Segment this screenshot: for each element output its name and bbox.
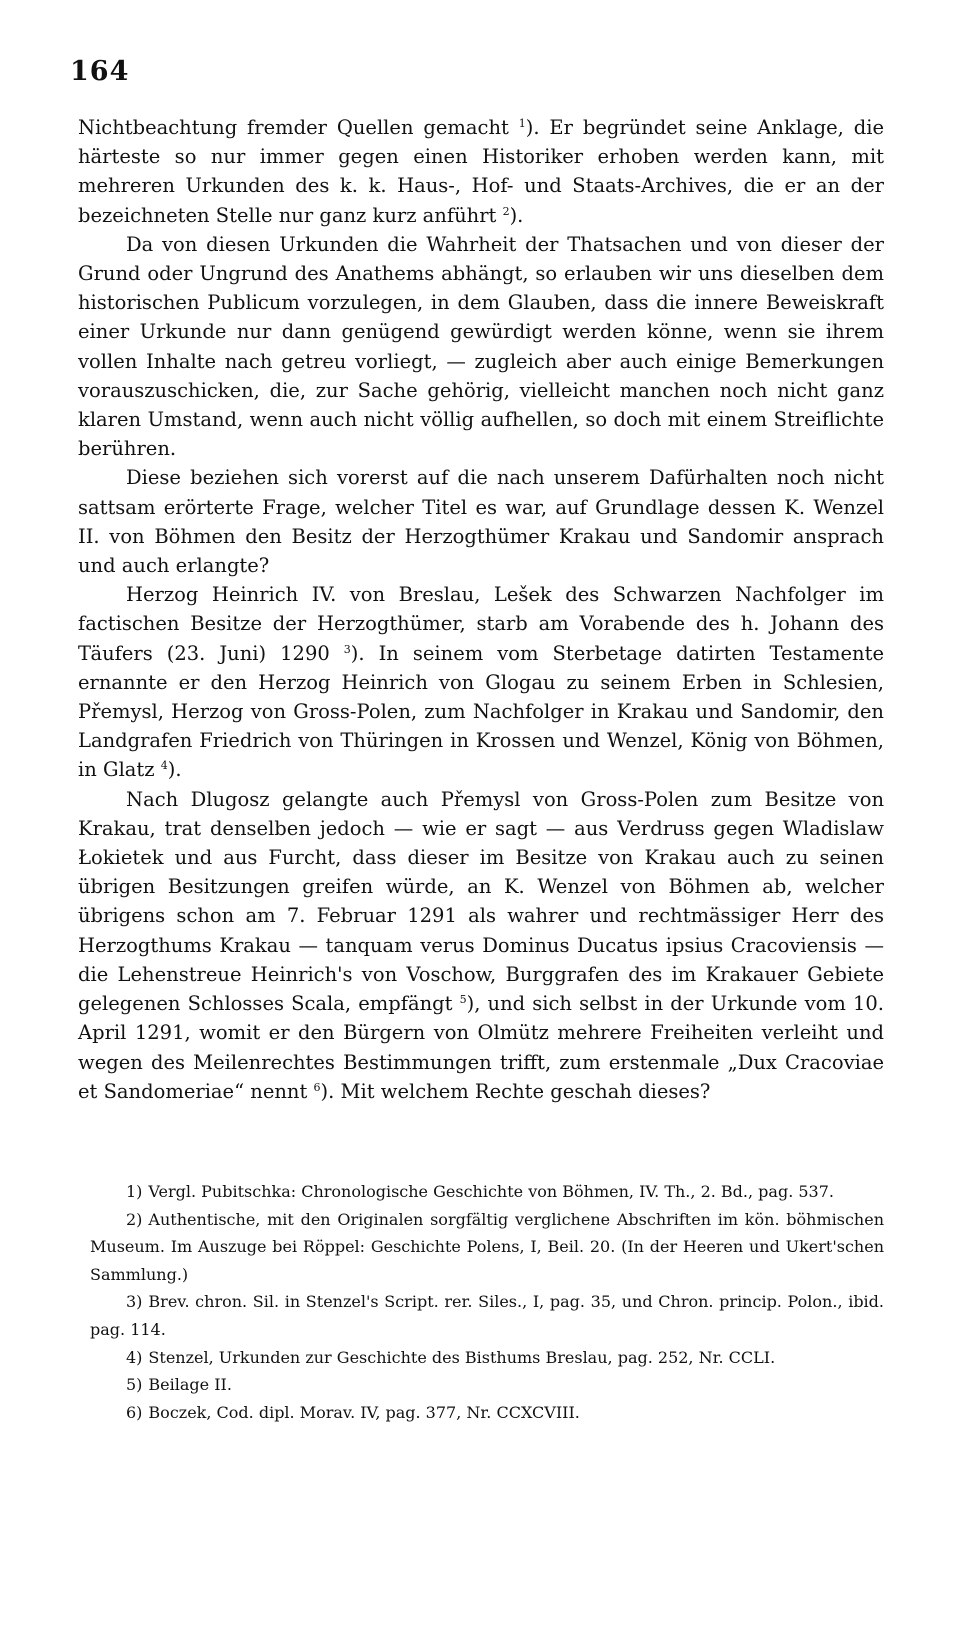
footnote-reference: 3 bbox=[343, 642, 351, 656]
paragraph-text: Nichtbeachtung fremder Quellen gemacht bbox=[78, 116, 519, 139]
footnote-reference: 6 bbox=[313, 1080, 321, 1094]
footnote-text: Beilage II. bbox=[148, 1375, 232, 1395]
footnote-text: Boczek, Cod. dipl. Morav. IV, pag. 377, Nr. CCXCVIII. bbox=[148, 1402, 580, 1422]
paragraph-text: ). In seinem vom Sterbetage datirten Testamente ernannte er den Herzog Heinrich von Glogau zu seinem Erben in Schlesien, Přemysl, Herzog von Gross-Polen, zum Nachfolger in Krakau und Sandomir, den Landgrafen Friedrich von Thüringen in Krossen und Wenzel, König von Böhmen, in Glatz bbox=[78, 641, 884, 782]
footnote-reference: 2 bbox=[502, 204, 510, 218]
paragraph-text: ). bbox=[167, 758, 182, 782]
paragraph-text: Da von diesen Urkunden die Wahrheit der Thatsachen und von dieser der Grund oder Ungrund des Anathems abhängt, so erlauben wir uns dieselben dem historischen Publicum vorzulegen, in dem Glauben, dass die innere Beweiskraft einer Urkunde nur dann genügend gewürdigt werden könne, wenn sie ihrem vollen Inhalte nach getreu vorliegt, — zugleich aber auch einige Bemerkungen vorauszuschicken, die, zur Sache gehörig, vielleicht manchen noch nicht ganz klaren Umstand, wenn auch nicht völlig aufhellen, so doch mit einem Streiflichte berühren. bbox=[78, 232, 884, 461]
paragraph bbox=[78, 463, 884, 580]
paragraph bbox=[78, 113, 884, 230]
footnote-text: Brev. chron. Sil. in Stenzel's Script. rer. Siles., I, pag. 35, und Chron. princip. Polon., ibid. pag. 114. bbox=[90, 1292, 884, 1339]
paragraph-text: Diese beziehen sich vorerst auf die nach unserem Dafürhalten noch nicht sattsam erörterte Frage, welcher Titel es war, auf Grundlage dessen K. Wenzel II. von Böhmen den Besitz der Herzogthümer Krakau und Sandomir ansprach und auch erlangte? bbox=[78, 466, 884, 578]
footnote-reference: 1 bbox=[518, 117, 526, 130]
footnote bbox=[90, 1371, 884, 1399]
footnote bbox=[90, 1399, 884, 1427]
paragraph bbox=[78, 580, 884, 784]
paragraph-text: ). Mit welchem Rechte geschah dieses? bbox=[320, 1079, 711, 1103]
paragraph-text: Nach Dlugosz gelangte auch Přemysl von Gross-Polen zum Besitze von Krakau, trat denselben jedoch — wie er sagt — aus Verdruss gegen Wladislaw Łokietek und aus Furcht, dass dieser im Besitze von Krakau auch zu seinen übrigen Besitzungen greifen würde, an K. Wenzel von Böhmen ab, welcher übrigens schon am 7. Februar 1291 als wahrer und rechtmässiger Herr des Herzogthums Krakau — tanquam verus Dominus Ducatus ipsius Cracoviensis — die Lehenstreue Heinrich's von Voschow, Burggrafen des im Krakauer Gebiete gelegenen Schlosses Scala, empfängt bbox=[78, 787, 884, 1016]
main-text bbox=[78, 113, 884, 1106]
footnote bbox=[90, 1288, 884, 1343]
footnote-number: 2) bbox=[126, 1209, 143, 1229]
footnote bbox=[90, 1206, 884, 1289]
footnote-number: 6) bbox=[126, 1402, 143, 1422]
paragraph bbox=[78, 230, 884, 464]
footnote-text: Authentische, mit den Originalen sorgfältig verglichene Abschriften im kön. böhmischen Museum. Im Auszuge bei Röppel: Geschichte Polens, I, Beil. 20. (In der Heeren und Ukert'schen Sammlung.) bbox=[90, 1209, 884, 1284]
paragraph-text: ). bbox=[509, 203, 524, 227]
footnote-reference: 5 bbox=[459, 993, 467, 1007]
footnote-reference: 4 bbox=[160, 759, 168, 773]
paragraph bbox=[78, 785, 884, 1106]
footnotes bbox=[90, 1178, 884, 1426]
page-number: 164 bbox=[70, 56, 130, 87]
footnote-number: 3) bbox=[126, 1292, 143, 1312]
footnote-text: Vergl. Pubitschka: Chronologische Geschichte von Böhmen, IV. Th., 2. Bd., pag. 537. bbox=[148, 1182, 834, 1201]
footnote-number: 4) bbox=[126, 1347, 143, 1367]
footnote-number: 1) bbox=[126, 1182, 143, 1201]
paragraph-text: Herzog Heinrich IV. von Breslau, Lešek des Schwarzen Nachfolger im factischen Besitze der Herzogthümer, starb am Vorabende des h. Johann des Täufers (23. Juni) 1290 bbox=[78, 583, 884, 665]
paragraph-text: ), und sich selbst in der Urkunde vom 10. April 1291, womit er den Bürgern von Olmütz mehrere Freiheiten verleiht und wegen des Meilenrechtes Bestimmungen trifft, zum erstenmale „Dux Cracoviae et Sandomeriae“ nennt bbox=[78, 992, 884, 1103]
paragraph-text: ). Er begründet seine Anklage, die härteste so nur immer gegen einen Historiker erhoben werden kann, mit mehreren Urkunden des k. k. Haus-, Hof- und Staats-Archives, die er an der bezeichneten Stelle nur ganz kurz anführt bbox=[78, 116, 884, 227]
footnote bbox=[90, 1178, 884, 1206]
footnote-text: Stenzel, Urkunden zur Geschichte des Bisthums Breslau, pag. 252, Nr. CCLI. bbox=[148, 1347, 776, 1367]
footnote bbox=[90, 1344, 884, 1372]
footnote-number: 5) bbox=[126, 1375, 143, 1395]
